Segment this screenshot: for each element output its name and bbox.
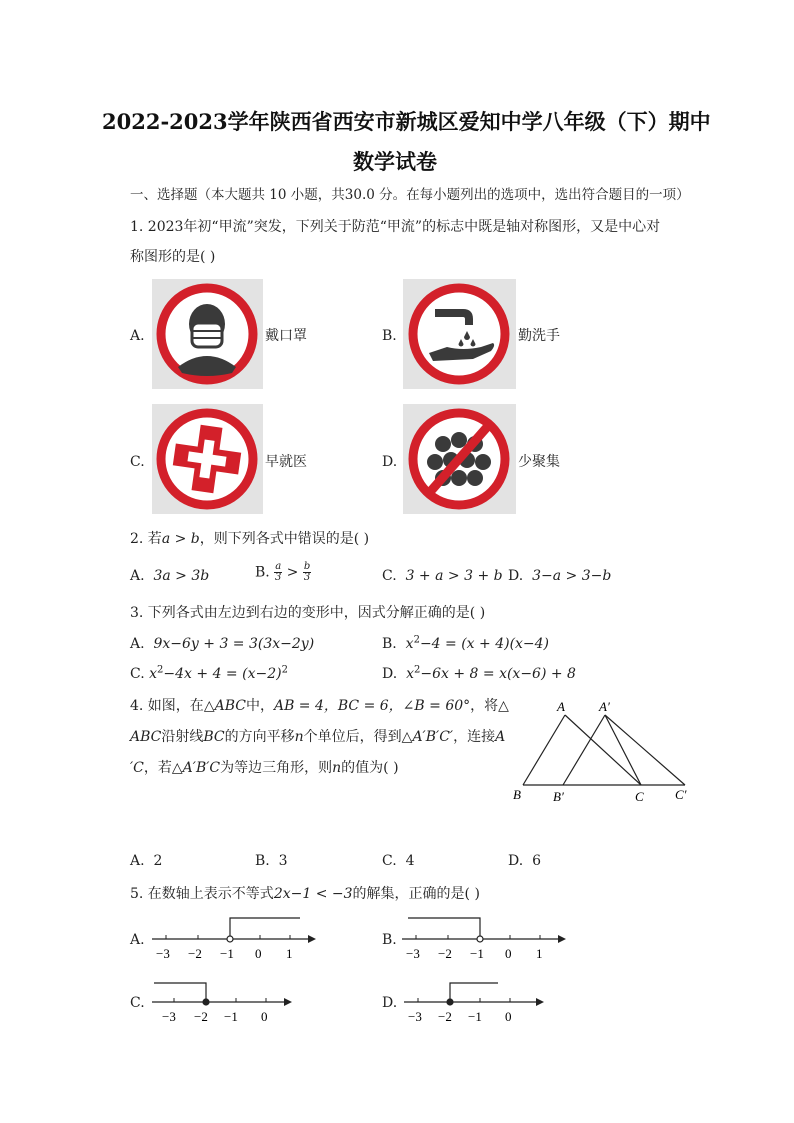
svg-text:−3: −3 xyxy=(162,1009,176,1024)
svg-text:−2: −2 xyxy=(438,946,452,961)
q5-option-c-number-line xyxy=(148,975,298,1027)
q5-option-b-number-line xyxy=(398,912,568,964)
crowd-icon xyxy=(403,404,516,514)
filled-point xyxy=(203,999,209,1005)
svg-text:0: 0 xyxy=(261,1009,268,1024)
q4-stem-line3: ′C，若△A′B′C为等边三角形，则n的值为( ) xyxy=(130,760,399,776)
medical-cross-icon xyxy=(152,404,263,514)
svg-text:−2: −2 xyxy=(194,1009,208,1024)
q5-stem: 5. 在数轴上表示不等式2x−1 < −3的解集，正确的是( ) xyxy=(130,886,480,902)
svg-text:0: 0 xyxy=(505,1009,512,1024)
q2-stem: 2. 若a > b，则下列各式中错误的是( ) xyxy=(130,531,370,547)
filled-point xyxy=(447,999,453,1005)
q3-option-b: B. $x^2-4 = (x + 4)(x-4)$ xyxy=(382,634,550,652)
q5-option-c-letter: C. xyxy=(130,995,145,1011)
q4-option-b: B. 3 xyxy=(255,853,288,869)
svg-text:1: 1 xyxy=(286,946,293,961)
svg-text:0: 0 xyxy=(255,946,262,961)
q5-option-a-letter: A. xyxy=(130,932,145,948)
q1-option-d-letter: D. xyxy=(382,454,398,470)
label-b: B xyxy=(513,787,521,802)
segment-ac xyxy=(565,715,641,785)
section-heading: 一、选择题（本大题共 10 小题，共30.0 分。在每小题列出的选项中，选出符合题目的一项） xyxy=(130,187,690,203)
q5-option-d-letter: D. xyxy=(382,995,398,1011)
q3-option-d: D. $x^2-6x + 8 = x(x-6) + 8$ xyxy=(382,664,576,682)
label-c-prime: C′ xyxy=(675,787,687,802)
open-point xyxy=(227,936,233,942)
q1-option-b-letter: B. xyxy=(382,328,397,344)
svg-text:−2: −2 xyxy=(438,1009,452,1024)
q1-option-a-letter: A. xyxy=(130,328,145,344)
q4-option-c: C. 4 xyxy=(382,853,415,869)
paper-title-line1: 2022-2023学年陕西省西安市新城区爱知中学八年级（下）期中 xyxy=(102,109,711,134)
q5-option-b-letter: B. xyxy=(382,932,397,948)
q1-option-c-letter: C. xyxy=(130,454,145,470)
hand-washing-icon xyxy=(403,279,516,389)
q4-stem-line1: 4. 如图，在△ABC中，AB = 4，BC = 6，∠B = 60°，将△ xyxy=(130,698,509,714)
mask-face-icon xyxy=(152,279,263,389)
svg-text:−1: −1 xyxy=(468,1009,482,1024)
q1-stem-line2: 称图形的是( ) xyxy=(130,249,216,265)
svg-text:−1: −1 xyxy=(470,946,484,961)
q3-option-c: C. $x^2-4x + 4 = (x-2)^2$ xyxy=(130,664,288,682)
q2-option-c: C. 3 + a > 3 + b xyxy=(382,568,503,584)
svg-text:−3: −3 xyxy=(408,1009,422,1024)
q3-option-a: A. 9x−6y + 3 = 3(3x−2y) xyxy=(130,636,315,652)
q2-option-d: D. 3−a > 3−b xyxy=(508,568,612,584)
q4-option-d: D. 6 xyxy=(508,853,542,869)
q1-stem-line1: 1. 2023年初“甲流”突发，下列关于防范“甲流”的标志中既是轴对称图形，又是中心对 xyxy=(130,219,661,235)
svg-text:−3: −3 xyxy=(406,946,420,961)
segment-apc xyxy=(605,715,641,785)
q5-option-d-number-line xyxy=(400,975,550,1027)
svg-text:−3: −3 xyxy=(156,946,170,961)
label-b-prime: B′ xyxy=(553,789,564,804)
q4-triangle-figure xyxy=(505,695,705,810)
q5-option-a-number-line xyxy=(148,912,318,964)
svg-text:−2: −2 xyxy=(188,946,202,961)
svg-text:1: 1 xyxy=(536,946,543,961)
q1-option-b-caption: 勤洗手 xyxy=(518,328,560,344)
q2-option-b: B. $\frac{a}{3}$ > $\frac{b}{3}$ xyxy=(255,561,311,583)
label-c: C xyxy=(635,789,644,804)
q3-stem: 3. 下列各式由左边到右边的变形中，因式分解正确的是( ) xyxy=(130,605,486,621)
q1-option-d-caption: 少聚集 xyxy=(518,454,560,470)
segment-apcp xyxy=(605,715,685,785)
label-a-prime: A′ xyxy=(599,699,610,714)
svg-text:0: 0 xyxy=(505,946,512,961)
svg-text:−1: −1 xyxy=(224,1009,238,1024)
q4-option-a: A. 2 xyxy=(130,853,163,869)
segment-ab xyxy=(523,715,565,785)
q4-stem-line2: ABC沿射线BC的方向平移n个单位后，得到△A′B′C′，连接A xyxy=(130,729,506,745)
q1-option-c-caption: 早就医 xyxy=(265,454,307,470)
segment-apbp xyxy=(563,715,605,785)
label-a: A xyxy=(557,699,565,714)
q2-option-a: A. 3a > 3b xyxy=(130,568,210,584)
q1-option-a-caption: 戴口罩 xyxy=(265,328,307,344)
open-point xyxy=(477,936,483,942)
svg-text:−1: −1 xyxy=(220,946,234,961)
paper-title-line2: 数学试卷 xyxy=(353,149,437,174)
